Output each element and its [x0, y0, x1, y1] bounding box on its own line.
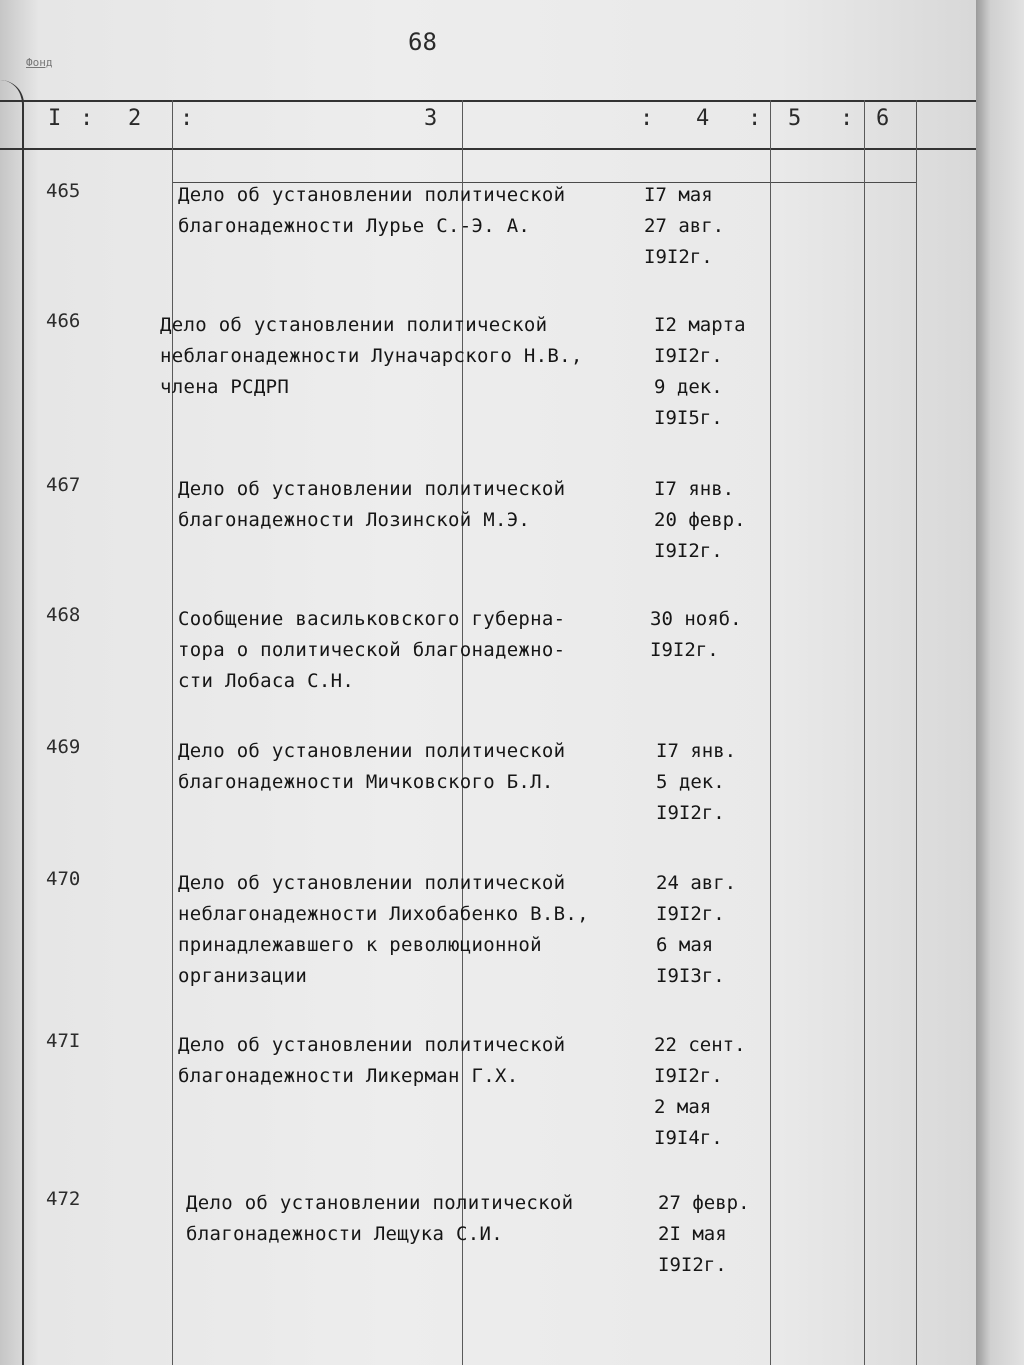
entry-title: Сообщение васильковского губерна- тора о политической благонадежно- сти Лобаса С.Н. [178, 608, 566, 692]
header-col-6: 6 [876, 106, 890, 131]
entry-dates: I7 янв. 20 февр. I9I2г. [654, 478, 746, 562]
entry-title: Дело об установлении политической благонадежности Лещука С.И. [186, 1192, 574, 1245]
entry-number: 467 [46, 474, 81, 496]
column-divider [770, 100, 771, 1365]
entry-dates: 22 сент. I9I2г. 2 мая I9I4г. [654, 1034, 746, 1149]
entry-title: Дело об установлении политической благонадежности Лозинской М.Э. [178, 478, 566, 531]
entry-dates: 30 нояб. I9I2г. [650, 608, 742, 661]
entry-number: 468 [46, 604, 81, 626]
entry-title: Дело об установлении политической неблагонадежности Луначарского Н.В., члена РСДРП [160, 314, 583, 398]
entry-dates: I2 марта I9I2г. 9 дек. I9I5г. [654, 314, 746, 429]
entry-dates: I7 янв. 5 дек. I9I2г. [656, 740, 737, 824]
entry-number: 470 [46, 868, 81, 890]
header-rule-bottom [0, 148, 976, 150]
header-col-4: 4 [696, 106, 710, 131]
column-divider [916, 100, 917, 1365]
header-col-2: 2 [128, 106, 142, 131]
entry-number: 47I [46, 1030, 81, 1052]
header-rule-top [0, 100, 976, 102]
column-divider [172, 100, 173, 1365]
header-col-3: 3 [424, 106, 438, 131]
table-header [0, 106, 976, 146]
binding-edge [0, 80, 24, 1365]
header-sep: : [80, 106, 94, 131]
header-col-5: 5 [788, 106, 802, 131]
entry-title: Дело об установлении политической неблагонадежности Лихобабенко В.В., принадлежавшего к революционной организации [178, 872, 589, 987]
header-sep: : [180, 106, 194, 131]
entry-dates: 27 февр. 2I мая I9I2г. [658, 1192, 750, 1276]
header-sep: : [840, 106, 854, 131]
column-divider [462, 100, 463, 1365]
header-sep: : [748, 106, 762, 131]
entry-number: 466 [46, 310, 81, 332]
header-col-1: I [48, 106, 62, 131]
fond-label: Фонд [26, 56, 53, 69]
entry-dates: I7 мая 27 авг. I9I2г. [644, 184, 725, 268]
entry-number: 472 [46, 1188, 81, 1210]
page-edge-shadow [976, 0, 1024, 1365]
header-sep: : [640, 106, 654, 131]
entry-number: 469 [46, 736, 81, 758]
column-divider [864, 100, 865, 1365]
entry-title: Дело об установлении политической благонадежности Мичковского Б.Л. [178, 740, 566, 793]
entry-number: 465 [46, 180, 81, 202]
entry-title: Дело об установлении политической благонадежности Лурье С.-Э. А. [178, 184, 566, 237]
entry-dates: 24 авг. I9I2г. 6 мая I9I3г. [656, 872, 737, 987]
entry-title: Дело об установлении политической благонадежности Ликерман Г.Х. [178, 1034, 566, 1087]
page-number: 68 [408, 28, 437, 56]
